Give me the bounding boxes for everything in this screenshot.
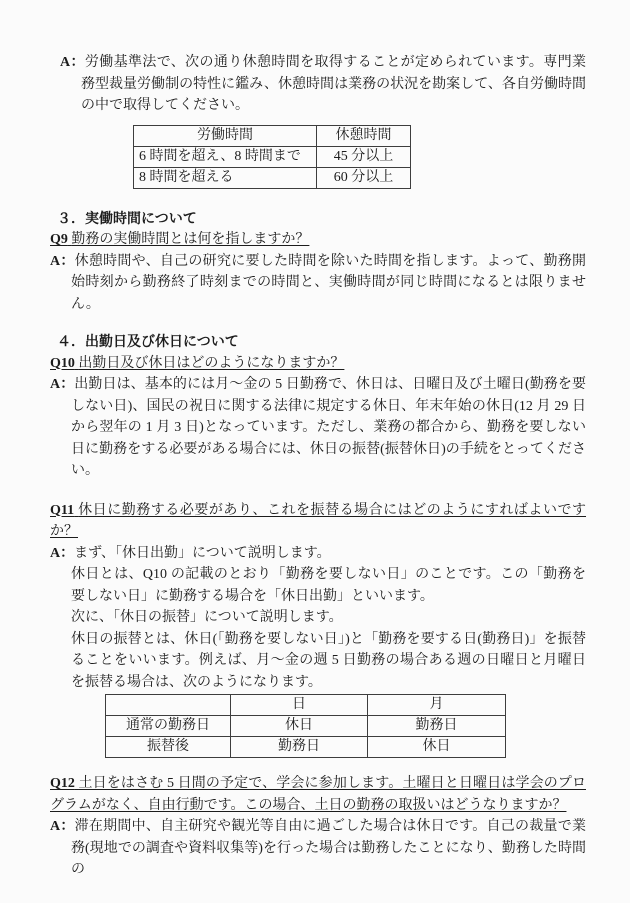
table-cell: 勤務日 xyxy=(231,737,368,758)
table-cell: 勤務日 xyxy=(368,716,506,737)
table-header-row xyxy=(106,695,506,716)
question-label-q10: Q10 xyxy=(50,355,75,371)
answer-prefix: A： xyxy=(50,253,75,269)
table-header-cell: 月 xyxy=(368,695,506,716)
answer-q12 xyxy=(50,816,586,881)
answer-prefix: A： xyxy=(50,819,75,834)
answer-q11-paragraph: 休日の振替とは、休日(「勤務を要しない日」)と「勤務を要する日(勤務日)」を振替ることをいいます。例えば、月～金の週 5 日勤務の場合ある週の日曜日と月曜日を振替る場合は、次のようになります。 xyxy=(71,631,586,690)
answer-break-time xyxy=(60,52,586,117)
table-cell: 振替後 xyxy=(106,737,231,758)
table-header-cell: 労働時間 xyxy=(134,125,317,146)
question-label-q11: Q11 xyxy=(50,502,75,518)
table-cell: 通常の勤務日 xyxy=(106,716,231,737)
question-text-q9: 勤務の実働時間とは何を指しますか？ xyxy=(71,232,310,247)
answer-q9 xyxy=(50,251,586,316)
table-header-cell: 日 xyxy=(231,695,368,716)
table-row xyxy=(134,146,411,167)
table-cell: 60 分以上 xyxy=(317,167,411,188)
answer-text-q11-p1: まず、「休日出勤」について説明します。 xyxy=(74,545,331,561)
answer-prefix: A： xyxy=(50,545,75,561)
table-cell: 休日 xyxy=(368,737,506,758)
answer-text: 労働基準法で、次の通り休憩時間を取得することが定められています。専門業務型裁量労働制の特性に鑑み、休憩時間は業務の状況を勘案して、各自労働時間の中で取得してください。 xyxy=(81,55,586,113)
section-heading-jitsudo-jikan: ３．実働時間について xyxy=(57,209,197,226)
answer-q11-paragraph: 次に、「休日の振替」について説明します。 xyxy=(71,610,343,625)
table-cell: 8 時間を超える xyxy=(134,167,317,188)
table-row xyxy=(134,167,411,188)
answer-text-q12: 滞在期間中、自主研究や観光等自由に過ごした場合は休日です。自己の裁量で業務(現地での調査や資料収集等)を行った場合は勤務したことになり、勤務した時間の xyxy=(71,819,586,877)
answer-prefix: A： xyxy=(50,377,75,392)
table-cell: 休日 xyxy=(231,716,368,737)
answer-text-q9: 休憩時間や、自己の研究に要した時間を除いた時間を指します。よって、勤務開始時刻から勤務終了時刻までの時間と、実働時間が同じ時間になるとは限りません。 xyxy=(71,253,586,312)
question-label-q12: Q12 xyxy=(50,776,75,791)
question-q12 xyxy=(50,773,586,816)
question-label-q9: Q9 xyxy=(50,232,68,247)
break-time-table xyxy=(133,125,411,189)
table-header-cell: 休憩時間 xyxy=(317,125,411,146)
answer-q11-paragraph: 休日とは、Q10 の記載のとおり「勤務を要しない日」のことです。この「勤務を要しない日」に勤務する場合を「休日出勤」といいます。 xyxy=(71,567,586,604)
holiday-swap-table xyxy=(105,694,506,758)
table-row xyxy=(106,716,506,737)
question-q9 xyxy=(50,229,586,251)
answer-text-q10: 出勤日は、基本的には月～金の 5 日勤務で、休日は、日曜日及び土曜日(勤務を要しない日)、国民の祝日に関する法律に規定する休日、年末年始の休日(12 月 29 日から翌年の 1 月 3 日)となっています。ただし、業務の都合から、勤務を要しない日に勤務をする必要がある場合には、休日の振替(振替休日)の手続をとってください。 xyxy=(71,377,586,478)
question-text-q10: 出勤日及び休日はどのようになりますか？ xyxy=(78,355,345,371)
table-cell: 6 時間を超え、8 時間まで xyxy=(134,146,317,167)
answer-prefix: A： xyxy=(60,55,85,70)
answer-q11 xyxy=(50,543,586,565)
question-text-q12: 土日をはさむ 5 日間の予定で、学会に参加します。土曜日と日曜日は学会のプログラムがなく、自由行動です。この場合、土日の勤務の取扱いはどうなりますか？ xyxy=(50,776,586,813)
question-text-q11: 休日に勤務する必要があり、これを振替る場合にはどのようにすればよいですか？ xyxy=(50,502,587,539)
answer-q10 xyxy=(50,374,586,482)
section-heading-shukkinbi-kyujitsu: ４．出勤日及び休日について xyxy=(57,333,239,349)
table-header-cell xyxy=(106,695,231,716)
table-cell: 45 分以上 xyxy=(317,146,411,167)
question-q11 xyxy=(50,500,586,543)
table-row xyxy=(106,737,506,758)
question-q10 xyxy=(50,353,586,375)
table-header-row xyxy=(134,125,411,146)
